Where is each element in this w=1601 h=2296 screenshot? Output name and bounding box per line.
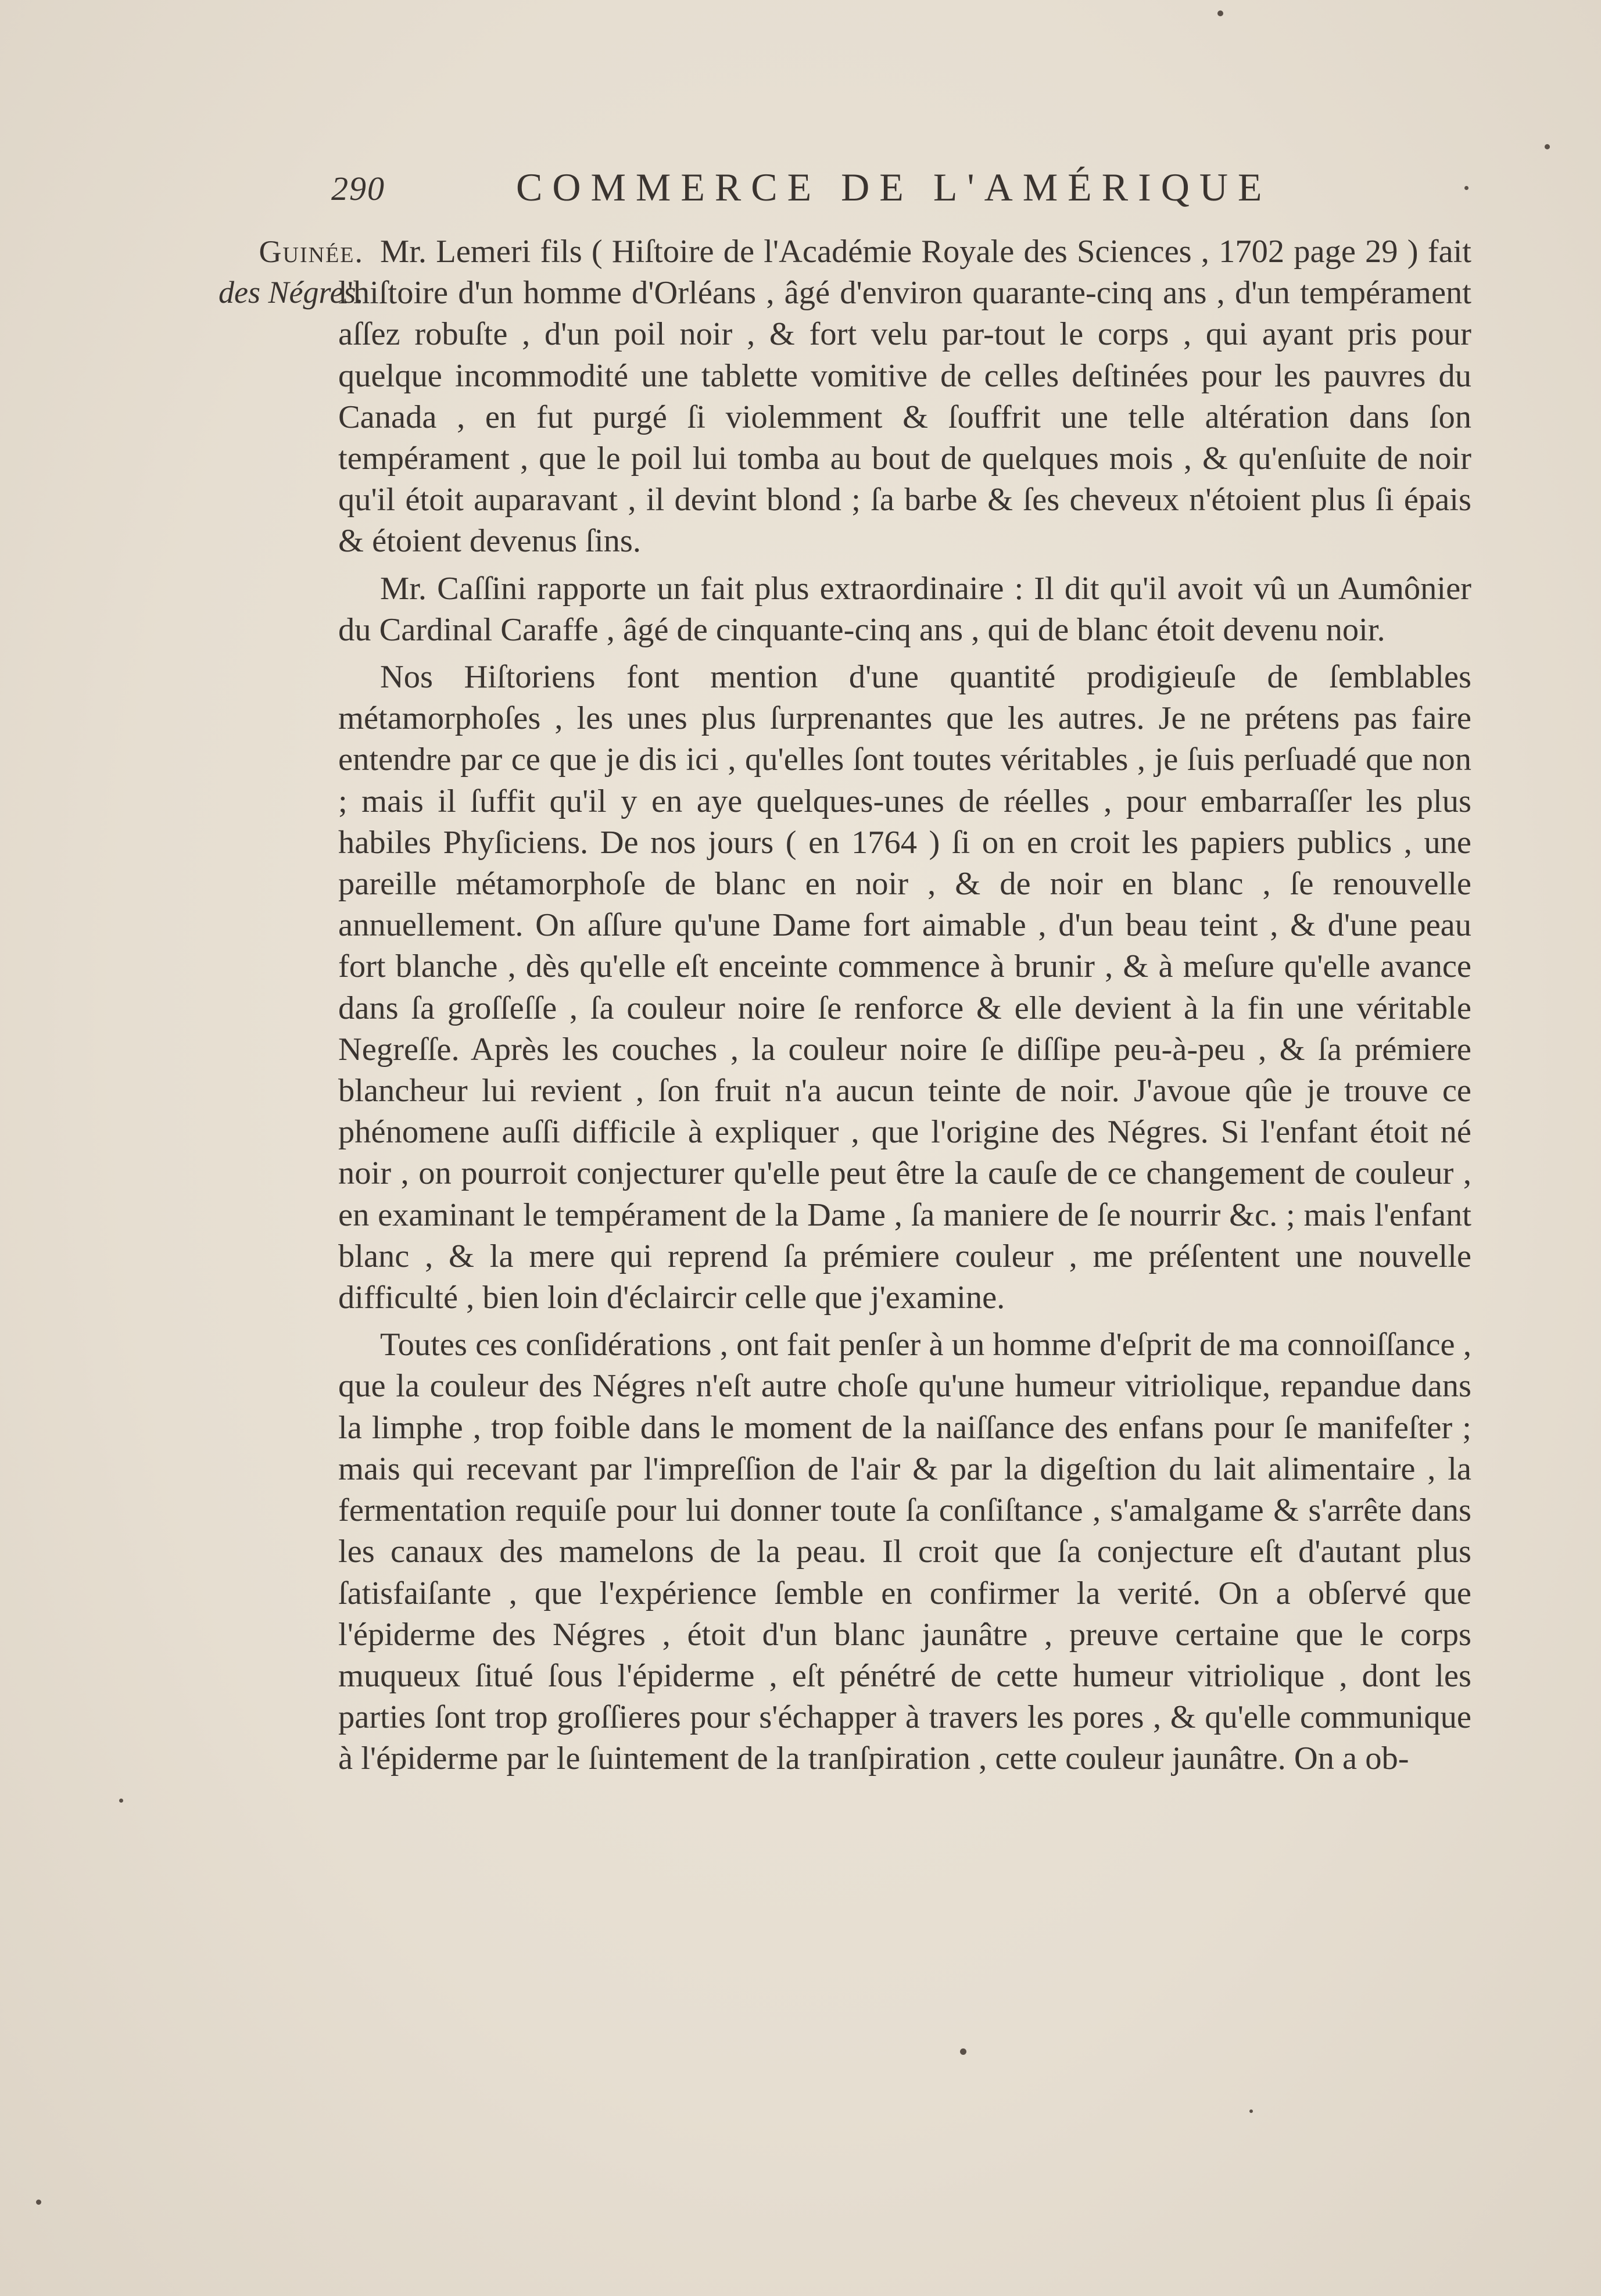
paper-speck	[960, 2048, 966, 2055]
margin-note	[172, 231, 364, 313]
body-text	[338, 231, 1471, 1780]
running-title: COMMERCE DE L'AMÉRIQUE	[516, 165, 1272, 209]
paper-speck	[1249, 2109, 1253, 2113]
page-header	[331, 164, 1354, 217]
paper-speck	[1464, 186, 1469, 190]
paragraph-2: Mr. Caſſini rapporte un fait plus extraordinaire : Il dit qu'il avoit vû un Aumônier du Cardinal Caraffe , âgé de cinquante-cinq ans , qui de blanc étoit devenu noir.	[338, 570, 1471, 648]
paragraph-1: Mr. Lemeri fils ( Hiſtoire de l'Académie Royale des Sciences , 1702 page 29 ) fait l'hiſtoire d'un homme d'Orléans , âgé d'environ quarante-cinq ans , d'un tempérament aſſez robuſte , d'un poil noir , & fort velu par-tout le corps , qui ayant pris pour quelque incommodité une tablette vomitive de celles deſtinées pour les pauvres du Canada , en fut purgé ſi violemment & ſouffrit une telle altération dans ſon tempérament , que le poil lui tomba au bout de quelques mois , & qu'enſuite de noir qu'il étoit auparavant , il devint blond ; ſa barbe & ſes cheveux n'étoient plus ſi épais & étoient devenus ſins.	[338, 234, 1471, 560]
paragraph-4: Toutes ces conſidérations , ont fait penſer à un homme d'eſprit de ma connoiſſance , que la couleur des Négres n'eſt autre choſe qu'une humeur vitriolique, repandue dans la limphe , trop foible dans le moment de la naiſſance des enfans pour ſe manifeſter ; mais qui recevant par l'impreſſion de l'air & par la digeſtion du lait alimentaire , la fermentation requiſe pour lui donner toute ſa conſiſtance , s'amalgame & s'arrête dans les canaux des mamelons de la peau. Il croit que ſa conjecture eſt d'autant plus ſatisfaiſante , que l'expérience ſemble en confirmer la verité. On a obſervé que l'épiderme des Négres , étoit d'un blanc jaunâtre , preuve certaine que le corps muqueux ſitué ſous l'épiderme , eſt pénétré de cette humeur vitriolique , dont les parties ſont trop groſſieres pour s'échapper à travers les pores , & qu'elle communique à l'épiderme par le ſuintement de la tranſpiration , cette couleur jaunâtre. On a ob-	[338, 1327, 1471, 1777]
paper-speck	[1545, 144, 1550, 149]
margin-note-line-2: des Négres.	[219, 275, 364, 310]
paragraph-3: Nos Hiſtoriens font mention d'une quantité prodigieuſe de ſemblables métamorphoſes , les unes plus ſurprenantes que les autres. Je ne prétens pas faire entendre par ce que je dis ici , qu'elles ſont toutes véritables , je ſuis perſuadé que non ; mais il ſuffit qu'il y en aye quelques-unes de réelles , pour embarraſſer les plus habiles Phyſiciens. De nos jours ( en 1764 ) ſi on en croit les papiers publics , une pareille métamorphoſe de blanc en noir , & de noir en blanc , ſe renouvelle annuellement. On aſſure qu'une Dame fort aimable , d'un beau teint , & d'une peau fort blanche , dès qu'elle eſt enceinte commence à brunir , & à meſure qu'elle avance dans ſa groſſeſſe , ſa couleur noire ſe renforce & elle devient à la fin une véritable Negreſſe. Après les couches , la couleur noire ſe diſſipe peu-à-peu , & ſa prémiere blancheur lui revient , ſon fruit n'a aucun teinte de noir. J'avoue qûe je trouve ce phénomene auſſi difficile à expliquer , que l'origine des Négres. Si l'enfant étoit né noir , on pourroit conjecturer qu'elle peut être la cauſe de ce changement de couleur , en examinant le tempérament de la Dame , ſa maniere de ſe nourrir &c. ; mais l'enfant blanc , & la mere qui reprend ſa prémiere couleur , me préſentent une nouvelle difficulté , bien loin d'éclaircir celle que j'examine.	[338, 659, 1471, 1316]
paper-speck	[119, 1799, 123, 1803]
page-number: 290	[331, 170, 385, 207]
paper-speck	[36, 2200, 41, 2205]
margin-note-line-1: Guinée.	[259, 234, 364, 269]
paper-speck	[1217, 10, 1223, 16]
